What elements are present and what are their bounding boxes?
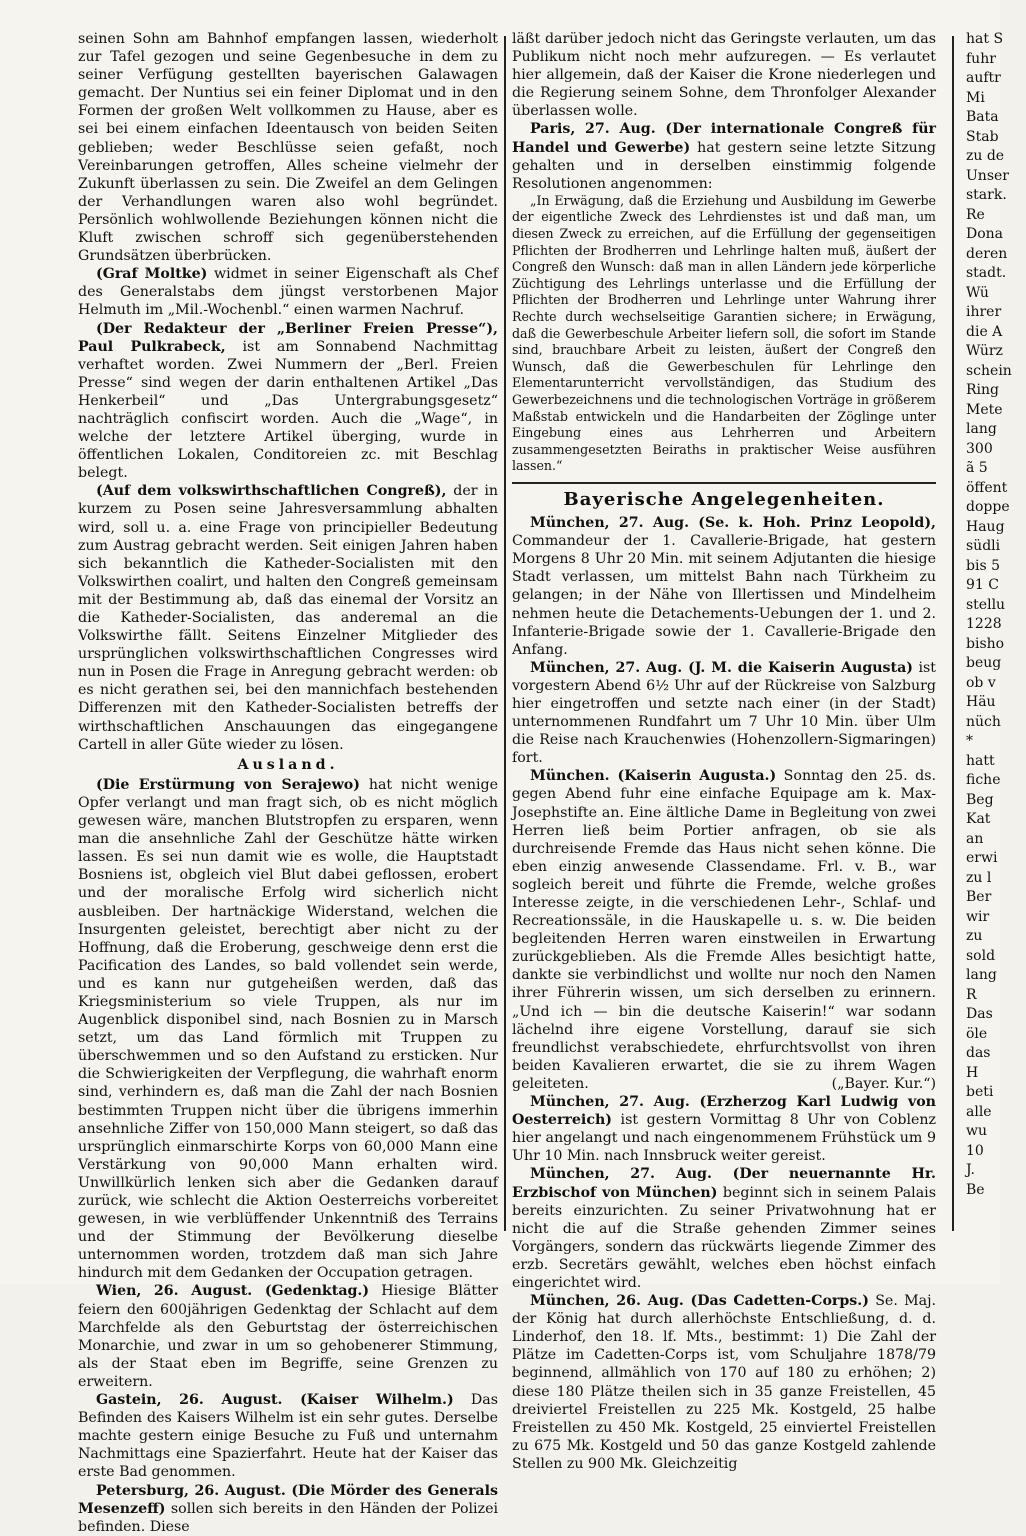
fragment-line: die A: [966, 323, 1003, 340]
right-column-fragment: [966, 30, 1026, 1198]
article-kaiserin-augusta: [512, 659, 936, 768]
article-heading: München, 26. Aug. (Das Cadetten-Corps.): [530, 1293, 869, 1310]
fragment-line: lang: [966, 421, 997, 437]
article-prinz-leopold: [512, 514, 936, 659]
fragment-line: Stab: [966, 128, 999, 145]
fragment-line: J.: [966, 1162, 975, 1178]
fragment-line: schein: [966, 362, 1012, 379]
fragment-line: zu l: [966, 869, 992, 886]
fragment-line: bis 5: [966, 557, 1000, 574]
fragment-line: 10: [966, 1142, 984, 1159]
article-source: („Bayer. Kur.“): [831, 1075, 936, 1092]
fragment-line: auftr: [966, 70, 1001, 86]
fragment-line: stadt.: [966, 265, 1007, 281]
article-heading: (Der Redakteur der „Berliner Freien Presse“), Paul Pulkrabeck,: [78, 320, 498, 355]
fragment-line: lang: [966, 967, 997, 983]
article-erzbischof: [512, 1165, 936, 1292]
fragment-line: fiche: [966, 772, 1001, 788]
fragment-line: Bata: [966, 109, 999, 125]
fragment-line: ihrer: [966, 304, 1002, 320]
fragment-line: alle: [966, 1103, 992, 1120]
article-body: Das Befinden des Kaisers Wilhelm ist ein sehr gutes. Derselbe machte gestern einige Besuche zu Fuß und unternahm Nachmittags eine Spazierfahrt. Heute hat der Kaiser das erste Bad genommen.: [78, 1392, 498, 1481]
left-column: [78, 30, 498, 1535]
article-erzherzog: [512, 1093, 936, 1165]
article-body: Sonntag den 25. ds. gegen Abend fuhr eine einfache Equipage am k. Max-Josephstifte an. Eine ältliche Dame in Begleitung von zwei Herren ließ beim Portier anfragen, ob sie als durchreisende Fremde das Haus nicht sehen könne. Die eben einzig anwesende Classendame. Frl. v. B., war sogleich bereit und führte die Fremde, welche großes Interesse zeigte, in die verschiedenen Lehr-, Schlaf- und Recreationssäle, in die Hauskapelle u. s. w. Die beiden begleitenden Herren waren einstweilen in Erwartung zurückgeblieben. Als die Fremde Alles besichtigt hatte, dankte sie verbindlichst und wollte nur noch den Namen ihrer Führerin wissen, um sich derselben zu erinnern. „Und ich — bin die deutsche Kaiserin!“ war sodann lächelnd ihre eigene Vorstellung, darauf sie sich freundlichst verabschiedete, ehrfurchtsvollst von ihren beiden Kavalieren erwartet, die sie zu ihrem Wagen geleiteten.: [512, 768, 936, 1092]
fragment-line: hat S: [966, 31, 1004, 47]
fragment-line: Dona: [966, 226, 1004, 242]
fragment-line: zu de: [966, 148, 1005, 164]
article-body: ist am Sonnabend Nachmittag verhaftet worden. Zwei Nummern der „Berl. Freien Presse“ sind wegen der darin enthaltenen Artikel „Das Henkerbeil“ und „Das Untergrabungsgesetz“ nachträglich confiscirt worden. Auch die „Wage“, in welche der letztere Artikel überging, wurde in öffentlichen Lokalen, Conditoreien zc. mit Beschlag belegt.: [78, 338, 498, 482]
fragment-line: Be: [966, 1181, 985, 1198]
fragment-line: ã 5: [966, 460, 988, 476]
article-body: ist gestern Vormittag 8 Uhr von Coblenz hier angelangt und nach eingenommenem Frühstück um 9 Uhr 10 Min. nach Innsbruck weiter gereist.: [512, 1112, 936, 1165]
fragment-line: öffent: [966, 479, 1008, 496]
article-body: hat nicht wenige Opfer verlangt und man fragt sich, ob es nicht möglich gewesen wäre, manchen Blutstropfen zu ersparen, wenn man die ansehnliche Zahl der Geschütze hätte wirken lassen. Es sei nun damit wie es wolle, die Hauptstadt Bosniens ist, obgleich viel Blut dabei geflossen, erobert und der moralische Erfolg wird sicherlich nicht ausbleiben. Der hartnäckige Widerstand, welchen die Insurgenten geleistet, berechtigt aber nicht zu der Hoffnung, daß die Eroberung, geschweige denn erst die Pacification des Landes, so bald vollendet sein werde, und es kann nur gutgeheißen werden, daß das Kriegsministerium so viele Truppen, als nur im Augenblick disponibel sind, nach Bosnien zu in Marsch setzt, um das Land förmlich mit Truppen zu überschwemmen und so den Aufstand zu ersticken. Nur die Schwierigkeiten der Verpflegung, die wahrhaft enorm sind, verhindern es, daß man die Zahl der nach Bosnien bestimmten Truppen nicht über die übrigens immerhin ansehnliche Ziffer von 150,000 Mann steigert, so daß das ursprünglich einmarschirte Korps von 60,000 Mann eine Verstärkung von 90,000 Mann erhalten wird. Unwillkürlich lenken sich aber die Gedanken darauf zurück, wie schlecht die Aktion Oesterreichs vorbereitet gewesen, in wie verblüffender Unkenntniß des Terrains und der Stimmung der Bevölkerung dieselbe unternommen worden, trotzdem daß man sich Jahre hindurch mit dem Gedanken der Occupation getragen.: [78, 776, 498, 1282]
article-heading: München. (Kaiserin Augusta.): [530, 768, 777, 785]
article-body: der in kurzem zu Posen seine Jahresversammlung abhalten wird, soll u. a. eine Frage von principieller Bedeutung zum Austrag gebracht werden. Seit einigen Jahren haben sich bekanntlich die Katheder-Socialisten mit den Volkswirthen coalirt, und halten den Congreß gemeinsam mit der Bestimmung ab, daß das einemal der Vorsitz an die Katheder-Socialisten, das anderemal an die Volkswirthe fällt. Seitens Einzelner Mitglieder des ursprünglichen volkswirthschaftlichen Congresses wird nun in Posen die Frage in Anregung gebracht werden: ob es nicht gerathen sei, bei den mannichfach bestehenden Differenzen mit den Katheder-Socialisten betreffs der wirthschaftlichen Anschauungen das eingegangene Cartell in aller Güte wieder zu lösen.: [78, 483, 498, 753]
fragment-line: Haug: [966, 518, 1005, 535]
article-body: widmet in seiner Eigenschaft als Chef des Generalstabs dem jüngst verstorbenen Major Helmuth im „Mil.-Wochenbl.“ einen warmen Nachruf.: [78, 266, 498, 319]
fragment-line: Ber: [966, 889, 992, 905]
fragment-line: beti: [966, 1084, 994, 1100]
fragment-line: Häu: [966, 694, 996, 710]
fragment-line: 1228: [966, 616, 1002, 632]
article-body: beginnt sich in seinem Palais bereits einzurichten. Zu seiner Privatwohnung hat er nicht die auf die Straße gehenden Zimmer seines Vorgängers, sondern das rückwärts liegende Zimmer des erzb. Secretärs gewählt, welches eben höchst einfach eingerichtet wird.: [512, 1184, 936, 1291]
article-serajewo: [78, 776, 498, 1283]
article-heading: München, 27. Aug. (Erzherzog Karl Ludwig von Oesterreich): [512, 1094, 936, 1129]
fragment-line: Beg: [966, 791, 994, 808]
article-gastein: [78, 1391, 498, 1481]
column-rule-right: [952, 36, 954, 1231]
fragment-line: ob v: [966, 674, 996, 691]
fragment-line: 300: [966, 440, 993, 457]
article-nuntius-continued: seinen Sohn am Bahnhof empfangen lassen, wiederholt zur Tafel gezogen und seine Gegenbesuche in dem zu seiner Verfügung gestellten bayerischen Galawagen gemacht. Der Nuntius sei ein feiner Diplomat und in den Formen der großen Welt vollkommen zu Hause, aber es sei bei einem einfachen Ideentausch von beiden Seiten geblieben; weder Beschlüsse seien gefaßt, noch Vereinbarungen getroffen, Alles scheine vielmehr der Zukunft überlassen zu sein. Die Zweifel an dem Gelingen der Verhandlungen waren also wohl begründet. Persönlich wohlwollende Beziehungen können nicht die Kluft zwischen schroff sich gegenüberstehenden Grundsätzen überbrücken.: [78, 31, 498, 265]
fragment-line: sold: [966, 947, 996, 964]
article-graf-moltke: [78, 265, 498, 319]
article-body: Se. Maj. der König hat durch allerhöchste Entschließung, d. d. Linderhof, den 18. lf. Mts., bestimmt: 1) Die Zahl der Plätze im Cadetten-Corps ist, vom Schuljahre 1878/79 beginnend, allmählich von 170 auf 180 zu erhöhen; 2) diese 180 Plätze theilen sich in 35 ganze Freistellen, 45 dreiviertel Freistellen zu 225 Mk. Kostgeld, 25 halbe Freistellen zu 450 Mk. Kostgeld, 25 einviertel Freistellen zu 675 Mk. Kostgeld und 50 das ganze Kostgeld zahlende Stellen zu 900 Mk. Gleichzeitig: [512, 1293, 936, 1472]
article-heading: München, 27. Aug. (J. M. die Kaiserin Augusta): [530, 659, 914, 676]
fragment-line: beug: [966, 655, 1002, 671]
fragment-line: bisho: [966, 635, 1005, 652]
article-heading: Gastein, 26. August. (Kaiser Wilhelm.): [96, 1392, 454, 1409]
fragment-line: Kat: [966, 811, 991, 827]
middle-column: [512, 30, 936, 1472]
article-heading: Paris, 27. Aug. (Der internationale Congreß für Handel und Gewerbe): [512, 121, 936, 156]
fragment-line: stark.: [966, 187, 1007, 203]
article-heading: (Die Erstürmung von Serajewo): [96, 776, 360, 793]
fragment-line: Wü: [966, 284, 989, 301]
fragment-line: das: [966, 1045, 991, 1061]
fragment-line: 91 C: [966, 577, 999, 593]
fragment-line: Ring: [966, 382, 999, 398]
fragment-line: Unser: [966, 167, 1009, 184]
article-heading: Wien, 26. August. (Gedenktag.): [96, 1283, 370, 1300]
article-redakteur: [78, 320, 498, 483]
article-wien: [78, 1282, 498, 1391]
article-heading: Petersburg, 26. August. (Die Mörder des Generals Mesenzeff): [78, 1482, 498, 1517]
section-heading-bayern: Bayerische Angelegenheiten.: [563, 488, 885, 510]
fragment-line: doppe: [966, 499, 1010, 515]
article-body: Commandeur der 1. Cavallerie-Brigade, hat gestern Morgens 8 Uhr 20 Min. mit seinem Adjutanten die hiesige Stadt verlassen, um mittelst Bahn nach Türkheim zu gelangen; in der Nähe von Illertissen und Mindelheim nehmen heute die Detachements-Uebungen der 1. und 2. Infanterie-Brigade sowie der 1. Cavallerie-Brigade den Anfang.: [512, 533, 936, 658]
article-heading: (Auf dem volkswirthschaftlichen Congreß),: [96, 483, 447, 500]
article-heading: München, 27. Aug. (Se. k. Hoh. Prinz Leopold),: [530, 515, 936, 532]
fragment-line: H: [966, 1064, 979, 1081]
article-body: hat gestern seine letzte Sitzung gehalten und in derselben einstimmig folgende Resolutionen angenommen:: [512, 139, 936, 192]
fragment-line: an: [966, 830, 984, 847]
fragment-line: Mete: [966, 401, 1003, 418]
fragment-line: südli: [966, 538, 1001, 554]
fragment-line: *: [966, 733, 973, 749]
fragment-line: Würz: [966, 343, 1003, 359]
fragment-line: Mi: [966, 89, 985, 106]
article-paris-resolution: „In Erwägung, daß die Erziehung und Ausbildung im Gewerbe der eigentliche Zweck des Lehrdienstes ist und daß man, um diesen Zweck zu erreichen, auf die Erfüllung der gegenseitigen Pflichten der Brodherren und Lehrlinge halten muß, äußert der Congreß den Wunsch: daß man in allen Ländern jede körperliche Züchtigung des Lehrlings unterlasse und die Erfüllung der Pflichten der Brodherren und Lehrlinge unter Wahrung ihrer Rechte durch wechselseitige Garantien sichere; in Erwägung, daß die Gewerbeschule Arbeiter liefern soll, die sofort im Stande sind, brauchbare Arbeit zu leisten, äußert der Congreß den Wunsch, daß die Gewerbeschulen für Lehrlinge den Elementarunterricht vervollständigen, das Studium des Gewerbezeichnens und die technologischen Vorträge in größerem Maßstab entwickeln und die Handarbeiten der Zöglinge unter Eingebung eines aus Lehrherren und Arbeitern zusammengesetzten Beiraths in praktischer Weise ausführen lassen.“: [512, 192, 936, 474]
column-rule-left: [504, 36, 506, 1231]
article-body: Hiesige Blätter feiern den 600jährigen Gedenktag der Schlacht auf dem Marchfelde als den Geburtstag der österreichischen Monarchie, und zwar in um so gehobenerer Stimmung, als der Staat eben im Begriffe, seine Grenzen zu erweitern.: [78, 1283, 498, 1390]
fragment-line: zu: [966, 928, 983, 944]
fragment-line: deren: [966, 245, 1008, 262]
fragment-line: R: [966, 986, 977, 1003]
section-heading-ausland: Ausland.: [237, 756, 339, 773]
fragment-line: hatt: [966, 752, 995, 769]
article-body: sollen sich bereits in den Händen der Polizei befinden. Diese: [78, 1500, 498, 1535]
fragment-lines: [966, 30, 1026, 1200]
article-petersburg-continued: läßt darüber jedoch nicht das Geringste verlauten, um das Publikum nicht noch mehr aufzuregen. — Es verlautet hier allgemein, daß der Kaiser die Krone niederlegen und die Regierung seinem Sohne, dem Thronfolger Alexander überlassen wolle.: [512, 31, 936, 120]
fragment-line: Re: [966, 206, 985, 223]
article-body: ist vorgestern Abend 6½ Uhr auf der Rückreise von Salzburg hier eingetroffen und setzte nach einer (in der Stadt) unternommenen Rundfahrt um 7 Uhr 10 Min. über Ulm die Reise nach Krauchenwies (Hohenzollern-Sigmaringen) fort.: [512, 659, 936, 767]
fragment-line: erwi: [966, 850, 998, 866]
fragment-line: stellu: [966, 596, 1006, 613]
article-petersburg: [78, 1482, 498, 1536]
fragment-line: Das: [966, 1006, 993, 1022]
fragment-line: fuhr: [966, 50, 996, 67]
section-divider: [512, 482, 936, 484]
article-kaiserin-augusta-visit: [512, 767, 936, 1093]
article-heading: (Graf Moltke): [96, 266, 208, 283]
article-congress: [78, 482, 498, 753]
article-paris: [512, 120, 936, 192]
article-heading: München, 27. Aug. (Der neuernannte Hr. Erzbischof von München): [512, 1166, 936, 1201]
fragment-line: wu: [966, 1123, 987, 1139]
article-cadetten-corps: [512, 1292, 936, 1473]
fragment-line: öle: [966, 1025, 988, 1042]
fragment-line: nüch: [966, 713, 1001, 730]
fragment-line: wir: [966, 908, 990, 925]
